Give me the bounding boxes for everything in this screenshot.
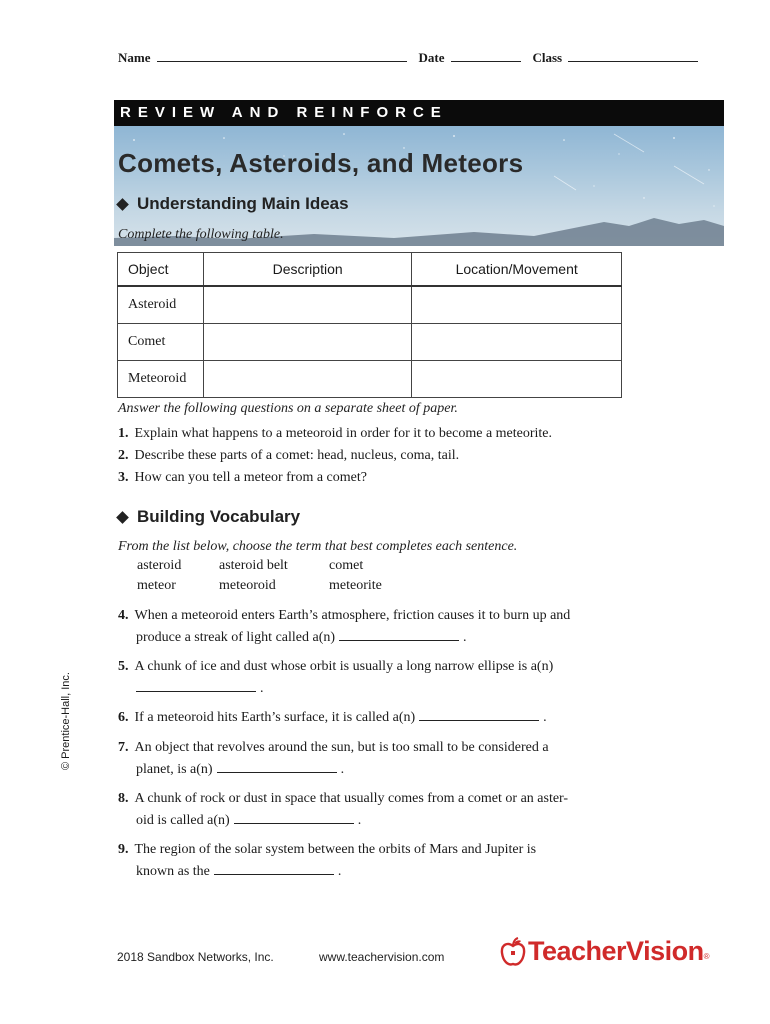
- vocab-term: meteor: [137, 578, 176, 593]
- footer-company: 2018 Sandbox Networks, Inc.: [117, 950, 274, 964]
- question-number: 8.: [118, 791, 129, 806]
- object-cell: Asteroid: [118, 286, 204, 324]
- answer-blank[interactable]: [214, 862, 334, 875]
- question-number: 4.: [118, 608, 129, 623]
- date-label: Date: [418, 50, 445, 65]
- question-punctuation: .: [463, 630, 467, 645]
- question-number: 3.: [118, 470, 129, 485]
- table-row: [118, 324, 622, 361]
- description-cell[interactable]: [203, 361, 411, 398]
- table-instruction: Complete the following table.: [118, 227, 284, 242]
- vocabulary-instruction: From the list below, choose the term that best completes each sentence.: [118, 539, 518, 554]
- location-cell[interactable]: [412, 286, 622, 324]
- question-text: If a meteoroid hits Earth’s surface, it is called a(n): [134, 710, 416, 725]
- question-text: A chunk of rock or dust in space that usually comes from a comet or an aster-: [134, 791, 569, 806]
- section-heading-main-ideas: [114, 194, 349, 214]
- question-number: 5.: [118, 659, 129, 674]
- question-text: Describe these parts of a comet: head, nucleus, coma, tail.: [134, 448, 460, 463]
- question-text: produce a streak of light called a(n): [136, 630, 336, 645]
- question-item: [118, 423, 552, 445]
- vocab-question-item: [118, 839, 536, 883]
- column-header: Object: [118, 253, 204, 287]
- question-list: [118, 423, 552, 489]
- question-punctuation: .: [260, 681, 264, 696]
- object-cell: Comet: [118, 324, 204, 361]
- registered-mark: ®: [703, 952, 710, 961]
- section-heading-vocabulary: [114, 507, 300, 527]
- vocab-question-item: [118, 605, 570, 649]
- question-text: How can you tell a meteor from a comet?: [134, 470, 367, 485]
- question-item: [118, 467, 552, 489]
- diamond-bullet-icon: [116, 198, 129, 211]
- question-punctuation: .: [340, 762, 345, 777]
- vocab-term: asteroid: [137, 558, 182, 573]
- logo-wordmark: TeacherVision: [528, 936, 704, 966]
- header-fields: [118, 50, 698, 66]
- class-blank[interactable]: [568, 51, 698, 62]
- diamond-bullet-icon: [116, 511, 129, 524]
- table-row: [118, 361, 622, 398]
- question-text: oid is called a(n): [136, 813, 230, 828]
- question-punctuation: .: [337, 864, 342, 879]
- vocab-question-item: [118, 737, 549, 781]
- question-text: Explain what happens to a meteoroid in order for it to become a meteorite.: [134, 426, 553, 441]
- answer-blank[interactable]: [136, 679, 256, 692]
- column-header: Description: [203, 253, 411, 287]
- column-header: Location/Movement: [412, 253, 622, 287]
- vocab-question-item: [118, 656, 553, 700]
- page-title: Comets, Asteroids, and Meteors: [118, 148, 524, 178]
- class-label: Class: [532, 50, 563, 65]
- question-punctuation: .: [543, 710, 547, 725]
- question-number: 6.: [118, 710, 129, 725]
- vocabulary-term-list: [137, 556, 398, 596]
- footer-url[interactable]: www.teachervision.com: [319, 950, 445, 964]
- date-blank[interactable]: [451, 51, 521, 62]
- question-text: The region of the solar system between the orbits of Mars and Jupiter is: [134, 842, 537, 857]
- question-text: An object that revolves around the sun, but is too small to be considered a: [134, 740, 549, 755]
- object-cell: Meteoroid: [118, 361, 204, 398]
- vocab-term: asteroid belt: [219, 558, 288, 573]
- vocab-question-item: [118, 707, 547, 729]
- question-number: 7.: [118, 740, 129, 755]
- answer-blank[interactable]: [217, 760, 337, 773]
- question-item: [118, 445, 552, 467]
- vocab-term: meteorite: [329, 578, 382, 593]
- vocab-term: meteoroid: [219, 578, 276, 593]
- section-heading-label: Understanding Main Ideas: [137, 194, 349, 213]
- description-cell[interactable]: [203, 324, 411, 361]
- location-cell[interactable]: [412, 324, 622, 361]
- answer-blank[interactable]: [339, 628, 459, 641]
- copyright-notice: © Prentice-Hall, Inc.: [60, 672, 72, 770]
- question-text: A chunk of ice and dust whose orbit is usually a long narrow ellipse is a(n): [134, 659, 554, 674]
- teachervision-logo[interactable]: [500, 936, 710, 967]
- name-label: Name: [118, 50, 151, 65]
- vocab-question-item: [118, 788, 568, 832]
- question-number: 9.: [118, 842, 129, 857]
- banner-label: REVIEW AND REINFORCE: [120, 104, 448, 121]
- main-ideas-table: [117, 252, 622, 398]
- question-punctuation: .: [357, 813, 362, 828]
- banner-bar: [114, 100, 724, 126]
- questions-instruction: Answer the following questions on a separate sheet of paper.: [118, 401, 458, 416]
- question-number: 2.: [118, 448, 129, 463]
- table-row: [118, 286, 622, 324]
- answer-blank[interactable]: [234, 811, 354, 824]
- description-cell[interactable]: [203, 286, 411, 324]
- answer-blank[interactable]: [419, 708, 539, 721]
- table-header-row: [118, 253, 622, 287]
- question-number: 1.: [118, 426, 129, 441]
- apple-icon: [500, 937, 526, 967]
- location-cell[interactable]: [412, 361, 622, 398]
- vocab-term: comet: [329, 558, 364, 573]
- section-heading-label: Building Vocabulary: [137, 507, 301, 526]
- question-text: planet, is a(n): [136, 762, 213, 777]
- question-text: When a meteoroid enters Earth’s atmosphere, friction causes it to burn up and: [134, 608, 571, 623]
- question-text: known as the: [136, 864, 210, 879]
- name-blank[interactable]: [157, 51, 407, 62]
